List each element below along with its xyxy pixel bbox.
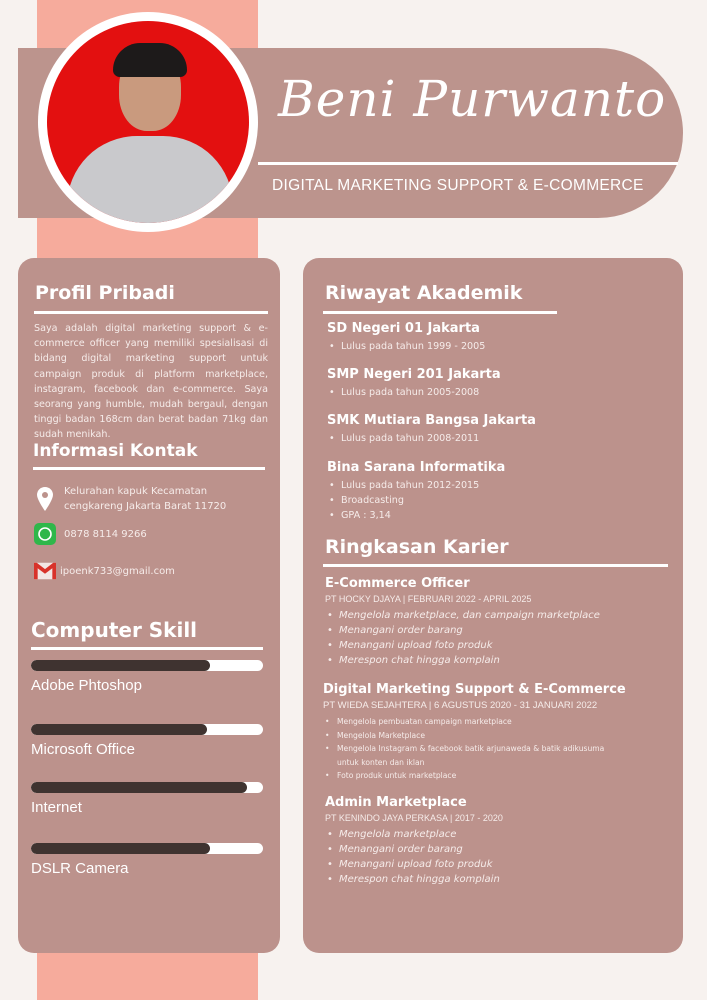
list-item: • Menangani order barang xyxy=(325,623,670,638)
school-name: SMP Negeri 201 Jakarta xyxy=(327,367,501,382)
list-item: • Merespon chat hingga komplain xyxy=(325,653,670,668)
school-name: SD Negeri 01 Jakarta xyxy=(327,321,480,336)
divider xyxy=(323,564,668,567)
skill-label: Microsoft Office xyxy=(31,741,135,758)
skill-item xyxy=(31,782,263,816)
education-item xyxy=(327,460,505,523)
education-item xyxy=(327,367,501,400)
divider xyxy=(323,311,557,314)
list-item: • Menangani upload foto produk xyxy=(325,857,670,872)
email-text: ipoenk733@gmail.com xyxy=(60,565,175,577)
skill-bar xyxy=(31,724,263,735)
skill-item xyxy=(31,660,263,694)
school-name: SMK Mutiara Bangsa Jakarta xyxy=(327,413,536,428)
list-item: • Foto produk untuk marketplace xyxy=(323,769,623,783)
list-item: • Lulus pada tahun 1999 - 2005 xyxy=(327,339,485,354)
location-pin-icon xyxy=(34,488,56,510)
education-title: Riwayat Akademik xyxy=(325,282,523,304)
skill-bar-fill xyxy=(31,660,210,671)
divider xyxy=(34,311,268,314)
skill-label: Internet xyxy=(31,799,82,816)
list-item: • Mengelola Marketplace xyxy=(323,729,623,743)
job-item xyxy=(325,795,670,887)
profile-title: Profil Pribadi xyxy=(35,282,175,304)
left-panel xyxy=(18,258,280,953)
profile-photo xyxy=(38,12,258,232)
right-panel xyxy=(303,258,683,953)
skills-title: Computer Skill xyxy=(31,618,198,642)
job-company: PT WIEDA SEJAHTERA | 6 AGUSTUS 2020 - 31 JANUARI 2022 xyxy=(323,700,598,711)
school-name: Bina Sarana Informatika xyxy=(327,460,506,475)
contact-title: Informasi Kontak xyxy=(33,441,198,461)
gmail-icon xyxy=(34,560,56,582)
role-subtitle: DIGITAL MARKETING SUPPORT & E-COMMERCE xyxy=(272,177,644,194)
skill-item xyxy=(31,843,263,877)
contact-address xyxy=(34,484,269,514)
list-item: • GPA : 3,14 xyxy=(327,508,505,523)
name-heading: Beni Purwanto xyxy=(278,70,667,128)
job-item xyxy=(325,576,670,668)
skill-bar-fill xyxy=(31,782,247,793)
education-item xyxy=(327,321,485,354)
skill-bar-fill xyxy=(31,724,207,735)
list-item: • Menangani upload foto produk xyxy=(325,638,670,653)
skill-bar-fill xyxy=(31,843,210,854)
list-item: • Lulus pada tahun 2008-2011 xyxy=(327,431,536,446)
job-company: PT HOCKY DJAYA | FEBRUARI 2022 - APRIL 2025 xyxy=(325,594,532,604)
list-item: • Lulus pada tahun 2005-2008 xyxy=(327,385,501,400)
list-item: • Mengelola marketplace, dan campaign marketplace xyxy=(325,608,670,623)
job-item xyxy=(323,682,668,783)
job-title: Digital Marketing Support & E-Commerce xyxy=(323,682,626,697)
list-item: • Mengelola pembuatan campaign marketplace xyxy=(323,715,623,729)
career-title: Ringkasan Karier xyxy=(325,536,509,558)
education-item xyxy=(327,413,536,446)
divider xyxy=(31,647,263,650)
divider xyxy=(258,162,678,165)
job-title: E-Commerce Officer xyxy=(325,576,470,591)
list-item: • Lulus pada tahun 2012-2015 xyxy=(327,478,505,493)
skill-bar xyxy=(31,660,263,671)
job-company: PT KENINDO JAYA PERKASA | 2017 - 2020 xyxy=(325,813,503,823)
skill-label: DSLR Camera xyxy=(31,860,129,877)
list-item: • Mengelola marketplace xyxy=(325,827,670,842)
list-item: • Broadcasting xyxy=(327,493,505,508)
whatsapp-icon xyxy=(34,523,56,545)
job-title: Admin Marketplace xyxy=(325,795,467,810)
list-item: • Menangani order barang xyxy=(325,842,670,857)
skill-bar xyxy=(31,782,263,793)
address-text: Kelurahan kapuk Kecamatan cengkareng Jakarta Barat 11720 xyxy=(64,486,227,512)
divider xyxy=(33,467,265,470)
contact-phone xyxy=(34,523,147,545)
skill-label: Adobe Phtoshop xyxy=(31,677,142,694)
phone-text: 0878 8114 9266 xyxy=(64,528,147,540)
profile-text: Saya adalah digital marketing support & e-commerce officer yang memiliki spesialisasi di bidang digital marketing support untuk campaign produk di platform marketplace, instagram, facebook dan e-commerce. Saya seorang yang humble, mudah bergaul, dengan tinggi badan 168cm dan berat badan 71kg dan sudah menikah. xyxy=(34,323,268,441)
contact-email xyxy=(34,560,175,582)
list-item: • Mengelola Instagram & facebook batik arjunaweda & batik adikusuma untuk konten dan iklan xyxy=(323,742,623,769)
list-item: • Merespon chat hingga komplain xyxy=(325,872,670,887)
skill-bar xyxy=(31,843,263,854)
skill-item xyxy=(31,724,263,758)
